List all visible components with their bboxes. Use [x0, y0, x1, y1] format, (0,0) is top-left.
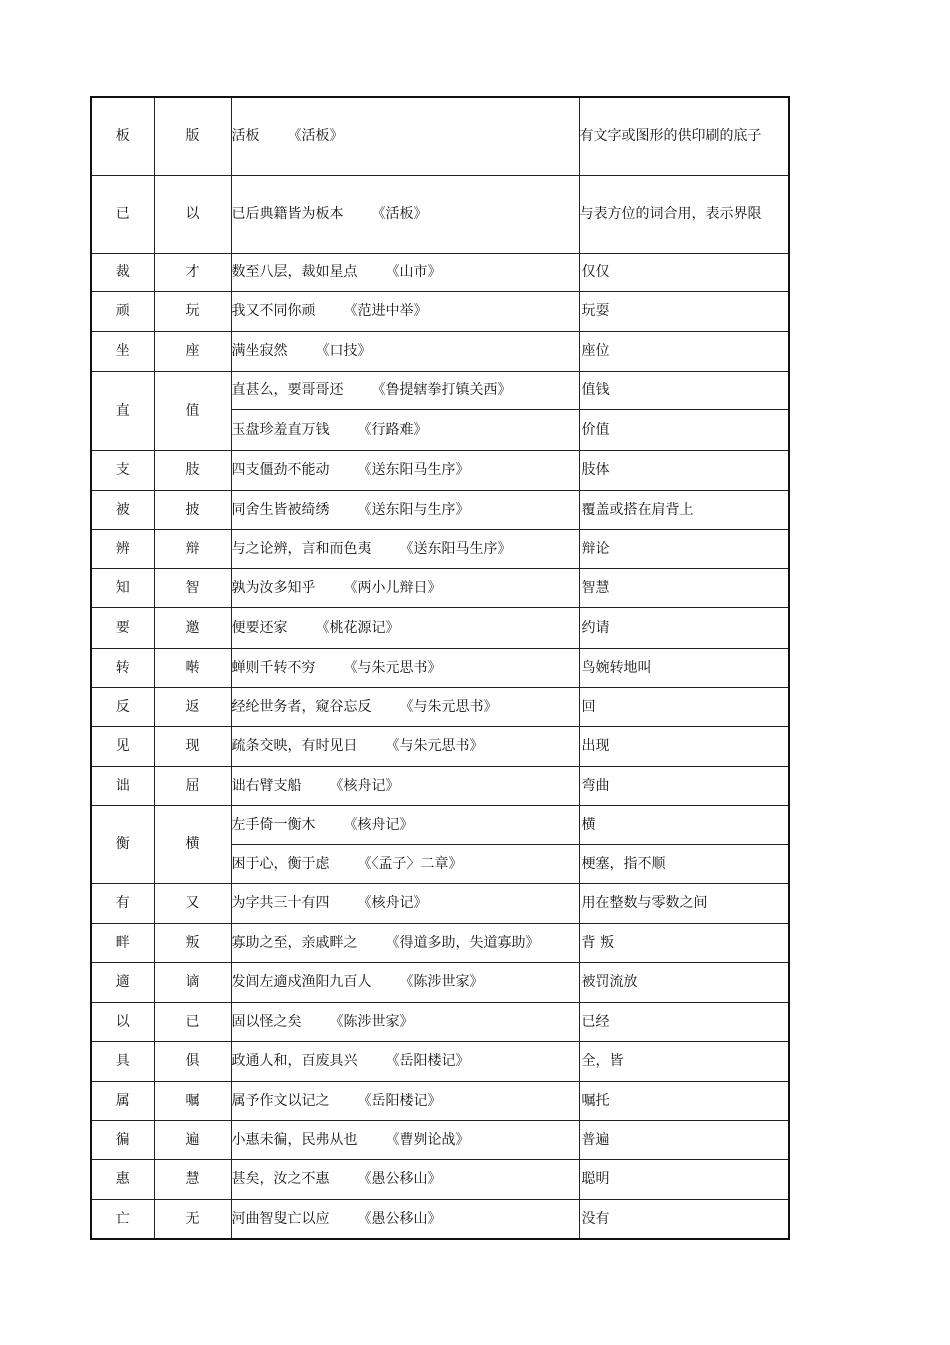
- meaning-cell: 用在整数与零数之间: [579, 883, 789, 923]
- meaning-cell: 全，皆: [579, 1041, 789, 1081]
- example-sentence: 政通人和，百废具兴: [231, 1053, 358, 1069]
- table-row: [91, 962, 789, 1002]
- table-row: [91, 1199, 789, 1239]
- original-char-cell: 亡: [91, 1199, 154, 1239]
- example-cell: [231, 1159, 579, 1199]
- example-source: 《愚公移山》: [357, 1210, 442, 1227]
- tongjiazi-table: [90, 96, 790, 1240]
- example-source: 《与朱元思书》: [399, 698, 498, 715]
- example-cell: [231, 648, 579, 687]
- table-row: [91, 687, 789, 726]
- original-char-cell: 衡: [91, 805, 154, 883]
- original-char-cell: 畔: [91, 923, 154, 962]
- meaning-cell: 鸟婉转地叫: [579, 648, 789, 687]
- example-sentence: 我又不同你顽: [231, 303, 316, 319]
- example-sentence: 为字共三十有四: [231, 895, 330, 911]
- correct-char-cell: 屈: [154, 766, 231, 805]
- original-char-cell: 顽: [91, 291, 154, 331]
- correct-char-cell: 值: [154, 371, 231, 450]
- table-row: [91, 766, 789, 805]
- example-cell: [231, 766, 579, 805]
- example-cell: [231, 97, 579, 175]
- example-source: 《桃花源记》: [315, 619, 400, 636]
- example-sentence: 四支僵劲不能动: [231, 462, 330, 478]
- correct-char-cell: 以: [154, 175, 231, 253]
- example-sentence: 已后典籍皆为板本: [231, 206, 344, 222]
- example-source: 《与朱元思书》: [385, 738, 484, 754]
- example-sentence: 玉盘珍羞直万钱: [231, 421, 330, 438]
- original-char-cell: 已: [91, 175, 154, 253]
- correct-char-cell: 俱: [154, 1041, 231, 1081]
- correct-char-cell: 叛: [154, 923, 231, 962]
- example-cell: [231, 962, 579, 1002]
- meaning-cell: 智慧: [579, 568, 789, 607]
- meaning-cell: 聪明: [579, 1159, 789, 1199]
- correct-char-cell: 又: [154, 883, 231, 923]
- example-sentence: 便要还家: [231, 619, 288, 636]
- correct-char-cell: 横: [154, 805, 231, 883]
- example-source: 《行路难》: [357, 421, 428, 438]
- example-source: 《活板》: [371, 206, 428, 222]
- example-cell: [231, 883, 579, 923]
- correct-char-cell: 座: [154, 331, 231, 371]
- example-cell: [231, 844, 579, 883]
- example-sentence: 属予作文以记之: [231, 1092, 330, 1109]
- example-sentence: 甚矣，汝之不惠: [231, 1171, 330, 1187]
- example-source: 《核舟记》: [329, 777, 400, 794]
- example-sentence: 诎右臂支船: [231, 777, 302, 794]
- table-row: [91, 1081, 789, 1120]
- meaning-cell: 值钱: [579, 371, 789, 409]
- correct-char-cell: 嘱: [154, 1081, 231, 1120]
- table-row: [91, 923, 789, 962]
- meaning-cell: 梗塞，指不顺: [579, 844, 789, 883]
- original-char-cell: 属: [91, 1081, 154, 1120]
- example-cell: [231, 687, 579, 726]
- table-row: [91, 175, 789, 253]
- table-row: [91, 568, 789, 607]
- example-sentence: 小惠未徧，民弗从也: [231, 1131, 358, 1148]
- table-row: [91, 450, 789, 490]
- original-char-cell: 要: [91, 607, 154, 648]
- example-source: 《愚公移山》: [357, 1171, 442, 1187]
- correct-char-cell: 返: [154, 687, 231, 726]
- original-char-cell: 有: [91, 883, 154, 923]
- table-row: [91, 883, 789, 923]
- example-source: 《口技》: [315, 343, 372, 359]
- example-sentence: 直甚么，要哥哥还: [231, 382, 344, 398]
- example-source: 《山市》: [385, 264, 442, 280]
- table-row: [91, 607, 789, 648]
- example-cell: [231, 450, 579, 490]
- example-cell: [231, 923, 579, 962]
- meaning-cell: 嘱托: [579, 1081, 789, 1120]
- example-source: 《送东阳与生序》: [357, 501, 470, 518]
- correct-char-cell: 才: [154, 253, 231, 291]
- original-char-cell: 见: [91, 726, 154, 766]
- example-sentence: 蝉则千转不穷: [231, 659, 316, 676]
- correct-char-cell: 慧: [154, 1159, 231, 1199]
- table-row: [91, 1002, 789, 1041]
- meaning-cell: 肢体: [579, 450, 789, 490]
- meaning-cell: 已经: [579, 1002, 789, 1041]
- original-char-cell: 直: [91, 371, 154, 450]
- meaning-cell: 回: [579, 687, 789, 726]
- table-row: [91, 726, 789, 766]
- original-char-cell: 具: [91, 1041, 154, 1081]
- example-sentence: 同舍生皆被绮绣: [231, 501, 330, 518]
- example-cell: [231, 409, 579, 450]
- example-cell: [231, 726, 579, 766]
- correct-char-cell: 遍: [154, 1120, 231, 1159]
- example-source: 《两小儿辩日》: [343, 579, 442, 596]
- original-char-cell: 適: [91, 962, 154, 1002]
- correct-char-cell: 玩: [154, 291, 231, 331]
- table-row: [91, 805, 789, 844]
- original-char-cell: 诎: [91, 766, 154, 805]
- example-sentence: 经纶世务者，窥谷忘反: [231, 698, 372, 715]
- original-char-cell: 裁: [91, 253, 154, 291]
- example-sentence: 寡助之至，亲戚畔之: [231, 934, 358, 951]
- table-row: [91, 253, 789, 291]
- example-sentence: 固以怪之矣: [231, 1013, 302, 1030]
- correct-char-cell: 智: [154, 568, 231, 607]
- original-char-cell: 板: [91, 97, 154, 175]
- example-source: 《鲁提辖拳打镇关西》: [371, 382, 512, 398]
- correct-char-cell: 邀: [154, 607, 231, 648]
- example-sentence: 数至八层，裁如星点: [231, 264, 358, 280]
- original-char-cell: 反: [91, 687, 154, 726]
- example-source: 《〈孟子〉二章》: [357, 855, 463, 872]
- example-sentence: 发闾左適戍渔阳九百人: [231, 974, 372, 990]
- example-cell: [231, 1199, 579, 1239]
- table-row: [91, 1159, 789, 1199]
- correct-char-cell: 现: [154, 726, 231, 766]
- table-row: [91, 1120, 789, 1159]
- meaning-cell: 仅仅: [579, 253, 789, 291]
- example-source: 《得道多助，失道寡助》: [385, 934, 540, 951]
- example-source: 《曹刿论战》: [385, 1131, 470, 1148]
- example-source: 《与朱元思书》: [343, 659, 442, 676]
- example-source: 《范进中举》: [343, 303, 428, 319]
- original-char-cell: 被: [91, 490, 154, 529]
- original-char-cell: 惠: [91, 1159, 154, 1199]
- original-char-cell: 转: [91, 648, 154, 687]
- meaning-cell: 背 叛: [579, 923, 789, 962]
- table-row: [91, 529, 789, 568]
- meaning-cell: 出现: [579, 726, 789, 766]
- table-row: [91, 648, 789, 687]
- meaning-cell: 与表方位的词合用，表示界限: [579, 175, 789, 253]
- example-source: 《岳阳楼记》: [385, 1053, 470, 1069]
- meaning-cell: 座位: [579, 331, 789, 371]
- example-sentence: 困于心，衡于虑: [231, 855, 330, 872]
- meaning-cell: 弯曲: [579, 766, 789, 805]
- meaning-cell: 价值: [579, 409, 789, 450]
- meaning-cell: 普遍: [579, 1120, 789, 1159]
- example-cell: [231, 568, 579, 607]
- correct-char-cell: 辩: [154, 529, 231, 568]
- example-sentence: 河曲智叟亡以应: [231, 1210, 330, 1227]
- example-source: 《活板》: [287, 128, 344, 145]
- meaning-cell: 玩耍: [579, 291, 789, 331]
- table-row: [91, 1041, 789, 1081]
- table-row: [91, 371, 789, 409]
- example-cell: [231, 1002, 579, 1041]
- example-sentence: 左手倚一衡木: [231, 816, 316, 833]
- meaning-cell: 横: [579, 805, 789, 844]
- example-cell: [231, 805, 579, 844]
- correct-char-cell: 无: [154, 1199, 231, 1239]
- meaning-cell: 有文字或图形的供印刷的底子: [579, 97, 789, 175]
- table-body: [91, 97, 789, 1239]
- example-sentence: 活板: [231, 128, 260, 145]
- example-sentence: 满坐寂然: [231, 343, 288, 359]
- example-source: 《陈涉世家》: [329, 1013, 414, 1030]
- correct-char-cell: 已: [154, 1002, 231, 1041]
- example-sentence: 疏条交映，有时见日: [231, 738, 358, 754]
- original-char-cell: 支: [91, 450, 154, 490]
- example-cell: [231, 490, 579, 529]
- example-cell: [231, 1081, 579, 1120]
- table-row: [91, 291, 789, 331]
- example-cell: [231, 253, 579, 291]
- correct-char-cell: 肢: [154, 450, 231, 490]
- original-char-cell: 坐: [91, 331, 154, 371]
- correct-char-cell: 版: [154, 97, 231, 175]
- meaning-cell: 约请: [579, 607, 789, 648]
- example-cell: [231, 175, 579, 253]
- example-source: 《送东阳马生序》: [399, 540, 512, 557]
- correct-char-cell: 谪: [154, 962, 231, 1002]
- table-row: [91, 331, 789, 371]
- original-char-cell: 以: [91, 1002, 154, 1041]
- example-source: 《核舟记》: [357, 895, 428, 911]
- correct-char-cell: 啭: [154, 648, 231, 687]
- original-char-cell: 徧: [91, 1120, 154, 1159]
- correct-char-cell: 披: [154, 490, 231, 529]
- table-row: [91, 97, 789, 175]
- example-source: 《送东阳马生序》: [357, 462, 470, 478]
- example-sentence: 与之论辨，言和而色夷: [231, 540, 372, 557]
- original-char-cell: 知: [91, 568, 154, 607]
- example-sentence: 孰为汝多知乎: [231, 579, 316, 596]
- meaning-cell: 辩论: [579, 529, 789, 568]
- meaning-cell: 被罚流放: [579, 962, 789, 1002]
- example-cell: [231, 1120, 579, 1159]
- example-source: 《陈涉世家》: [399, 974, 484, 990]
- example-source: 《岳阳楼记》: [357, 1092, 442, 1109]
- example-cell: [231, 291, 579, 331]
- example-source: 《核舟记》: [343, 816, 414, 833]
- meaning-cell: 覆盖或搭在肩背上: [579, 490, 789, 529]
- example-cell: [231, 607, 579, 648]
- table-row: [91, 490, 789, 529]
- example-cell: [231, 1041, 579, 1081]
- meaning-cell: 没有: [579, 1199, 789, 1239]
- example-cell: [231, 529, 579, 568]
- example-cell: [231, 331, 579, 371]
- original-char-cell: 辨: [91, 529, 154, 568]
- example-cell: [231, 371, 579, 409]
